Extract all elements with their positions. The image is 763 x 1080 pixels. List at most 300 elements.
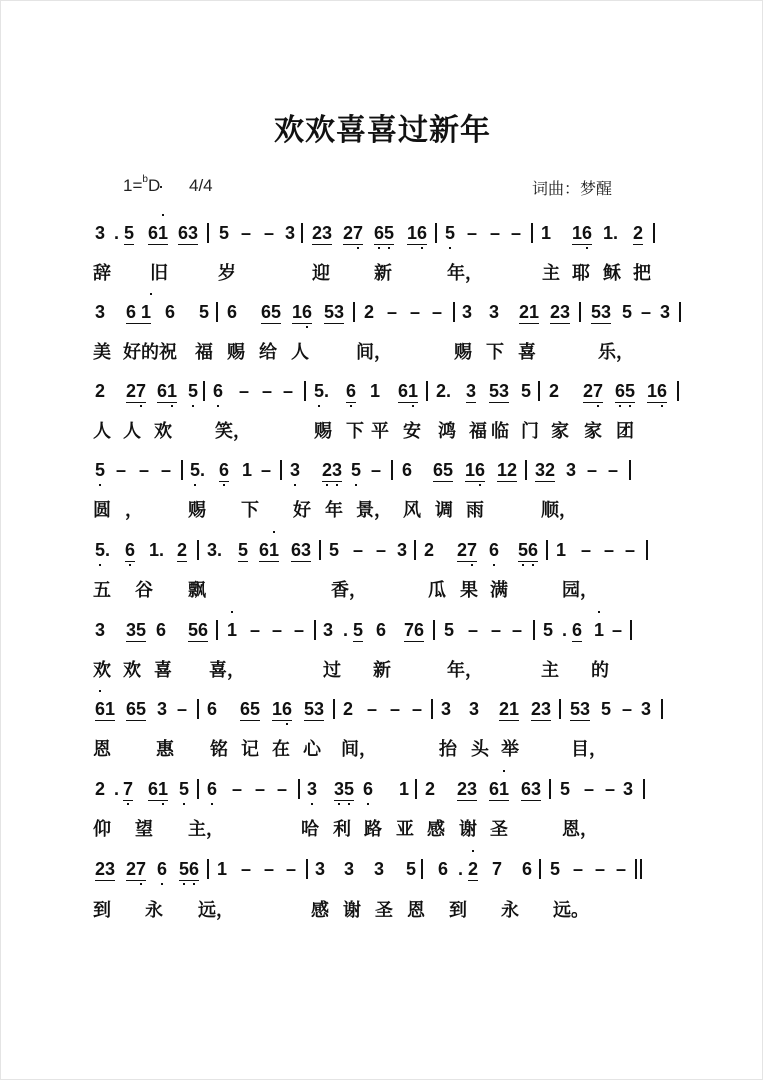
note: 65 (240, 699, 261, 719)
note: 61 (489, 778, 509, 801)
lyric-char: 福 (469, 421, 487, 442)
dash-extension: – (604, 540, 615, 560)
dash-extension: – (286, 859, 297, 879)
lyric-char: 惠 (156, 739, 174, 760)
note: 3 (466, 381, 477, 401)
note: 23 (550, 302, 571, 322)
lyric-char: 主 (542, 263, 560, 284)
high-octave-dot-icon (150, 293, 152, 295)
dash-extension: – (625, 540, 636, 560)
low-octave-dot-icon (140, 405, 142, 407)
dash-extension: – (264, 859, 275, 879)
lyric-char: 头 (471, 739, 489, 760)
note: 61 (259, 539, 279, 562)
lyric-char: 的 (591, 660, 609, 681)
lyric-char: 欢 (93, 660, 111, 681)
low-octave-dot-icon (286, 723, 288, 725)
note: 3 (566, 460, 577, 480)
note: 23 (457, 779, 478, 799)
note: 21 (519, 302, 540, 322)
dash-extension: – (232, 779, 243, 799)
note: 56 (179, 858, 199, 881)
key-note: D (147, 176, 161, 195)
lyric-line (1, 900, 763, 926)
lyric-char: 家 (551, 421, 569, 442)
note: 3 (307, 778, 317, 800)
lyric-char: 好的祝 (123, 342, 177, 363)
lyric-char: 临 (491, 421, 509, 442)
low-octave-dot-icon (412, 405, 414, 407)
note: 5 (351, 459, 361, 481)
note: 3 (323, 620, 334, 640)
barline (203, 381, 205, 401)
note: 3 (489, 302, 500, 322)
lyric-char: 景， (356, 500, 392, 521)
barline (539, 859, 541, 879)
note: 56 (188, 620, 209, 640)
barline (197, 699, 199, 719)
note: 5 (238, 540, 249, 560)
credit: 词曲：梦醒 (532, 179, 613, 198)
lyric-char: 飘 (188, 580, 206, 601)
lyric-char: 家 (584, 421, 602, 442)
note: 3 (95, 223, 106, 243)
dash-extension: – (605, 779, 616, 799)
note: 1 (227, 619, 237, 641)
note: 27 (126, 380, 146, 403)
lyric-char: 风 (403, 500, 421, 521)
key-signature (123, 176, 160, 196)
lyric-char: 远。 (553, 900, 589, 921)
low-octave-dot-icon (367, 803, 369, 805)
note: 61 (398, 380, 418, 403)
lyric-char: 乐， (598, 342, 634, 363)
low-octave-dot-icon (194, 484, 196, 486)
notation-line (1, 459, 763, 499)
note: 3 (315, 859, 326, 879)
note: 53 (324, 302, 345, 322)
note: 5. (190, 459, 205, 481)
note: . (458, 859, 464, 879)
note: . (114, 779, 120, 799)
note: 76 (404, 620, 425, 640)
barline (559, 699, 561, 719)
low-octave-dot-icon (493, 564, 495, 566)
note: 53 (489, 381, 510, 401)
note: 5 (199, 302, 210, 322)
note: 53 (570, 699, 591, 719)
barline (629, 460, 631, 480)
note: 16 (292, 301, 312, 324)
dash-extension: – (511, 223, 522, 243)
barline (538, 381, 540, 401)
note: 3 (285, 223, 296, 243)
note: 27 (457, 539, 477, 562)
note: 16 (272, 698, 292, 721)
high-octave-dot-icon (273, 531, 275, 533)
dash-extension: – (641, 302, 652, 322)
note: 2. (436, 381, 452, 401)
note: 5 (179, 778, 189, 800)
barline (546, 540, 548, 560)
note: 3 (462, 302, 473, 322)
note: 6 (125, 539, 135, 562)
lyric-line (1, 421, 763, 447)
note: 1 (556, 540, 567, 560)
note: 6 (438, 859, 449, 879)
note: 23 (531, 699, 552, 719)
lyric-char: 过 (323, 660, 341, 681)
note: 5 (550, 859, 561, 879)
note: 2 (425, 779, 436, 799)
lyric-line (1, 819, 763, 845)
lyric-char: 果 (460, 580, 478, 601)
dash-extension: – (261, 460, 272, 480)
note: 3. (207, 540, 223, 560)
dash-extension: – (294, 620, 305, 640)
dash-extension: – (353, 540, 364, 560)
barline (304, 381, 306, 401)
dash-extension: – (250, 620, 261, 640)
note: 27 (583, 380, 603, 403)
barline (579, 302, 581, 322)
notation-line (1, 301, 763, 341)
low-octave-dot-icon (183, 883, 185, 885)
lyric-char: 主， (188, 819, 224, 840)
note: 1 (242, 460, 253, 480)
lyric-char: 赐 (188, 500, 206, 521)
dash-extension: – (241, 223, 252, 243)
barline (525, 460, 527, 480)
lyric-char: 恩 (93, 739, 111, 760)
high-octave-dot-icon (598, 611, 600, 613)
lyric-char: 路 (364, 819, 382, 840)
note: 7 (123, 778, 133, 801)
low-octave-dot-icon (171, 405, 173, 407)
dash-extension: – (116, 460, 127, 480)
dash-extension: – (177, 699, 188, 719)
lyric-line (1, 342, 763, 368)
lyric-char: 新 (373, 660, 391, 681)
barline (197, 779, 199, 799)
lyric-char: 美 (93, 342, 111, 363)
key-prefix: 1= (123, 176, 143, 195)
lyric-char: 平 (371, 421, 389, 442)
lyric-char: 永 (145, 900, 163, 921)
note: 5 (622, 302, 633, 322)
barline (301, 223, 303, 243)
barline (319, 540, 321, 560)
lyric-char: 铭 (210, 739, 228, 760)
note: . (562, 620, 568, 640)
low-octave-dot-icon (378, 247, 380, 249)
note: 32 (535, 460, 556, 480)
note: 56 (518, 539, 538, 562)
dash-extension: – (255, 779, 266, 799)
lyric-char: 下 (486, 342, 504, 363)
dash-extension: – (367, 699, 378, 719)
low-octave-dot-icon (161, 883, 163, 885)
barline (661, 699, 663, 719)
lyric-char: 欢 (154, 421, 172, 442)
dash-extension: – (161, 460, 172, 480)
lyric-char: 笑， (215, 421, 251, 442)
low-octave-dot-icon (306, 326, 308, 328)
barline (431, 699, 433, 719)
note: 65 (615, 380, 635, 403)
low-octave-dot-icon (129, 564, 131, 566)
low-octave-dot-icon (192, 405, 194, 407)
low-octave-dot-icon (99, 484, 101, 486)
note: 5 (560, 779, 571, 799)
low-octave-dot-icon (421, 247, 423, 249)
note: 2 (633, 223, 644, 243)
note: 23 (322, 459, 342, 482)
note: 6 1 (126, 301, 151, 324)
dash-extension: – (139, 460, 150, 480)
lyric-char: 下 (241, 500, 259, 521)
notation-line (1, 858, 763, 898)
low-octave-dot-icon (127, 803, 129, 805)
barline (298, 779, 300, 799)
low-octave-dot-icon (532, 564, 534, 566)
dash-extension: – (277, 779, 288, 799)
low-octave-dot-icon (311, 803, 313, 805)
high-octave-dot-icon (99, 690, 101, 692)
dash-extension: – (371, 460, 382, 480)
note: 5 (444, 620, 455, 640)
note: 16 (572, 222, 592, 245)
lyric-char: 园， (562, 580, 598, 601)
lyric-char: 稣 (603, 263, 621, 284)
dot-icon (160, 186, 162, 188)
lyric-char: 岁 (218, 263, 236, 284)
notation-line (1, 619, 763, 659)
lyric-char: 谢 (343, 900, 361, 921)
barline (306, 859, 308, 879)
dash-extension: – (608, 460, 619, 480)
low-octave-dot-icon (348, 803, 350, 805)
note: 3 (441, 699, 452, 719)
dash-extension: – (283, 381, 294, 401)
low-octave-dot-icon (355, 484, 357, 486)
note: 5 (188, 380, 198, 402)
lyric-char: 谷 (135, 580, 153, 601)
note: 6 (156, 620, 167, 640)
note: 61 (148, 222, 168, 245)
note: 5 (124, 223, 135, 243)
dash-extension: – (587, 460, 598, 480)
low-octave-dot-icon (522, 564, 524, 566)
lyric-char: 福 (195, 342, 213, 363)
barline (314, 620, 316, 640)
low-octave-dot-icon (661, 405, 663, 407)
note: 6 (489, 539, 499, 561)
barline (391, 460, 393, 480)
barline (414, 540, 416, 560)
lyric-char: 下 (346, 421, 364, 442)
low-octave-dot-icon (471, 564, 473, 566)
note: 6 (207, 778, 217, 800)
notation-line (1, 698, 763, 738)
note: 1. (149, 540, 165, 560)
lyric-char: 给 (259, 342, 277, 363)
lyric-char: 安 (403, 421, 421, 442)
note: 16 (465, 459, 485, 482)
low-octave-dot-icon (140, 883, 142, 885)
lyric-char: 举 (501, 739, 519, 760)
note: 2 (95, 381, 106, 401)
barline (549, 779, 551, 799)
lyric-line (1, 500, 763, 526)
lyric-char: 哈 (301, 819, 319, 840)
lyric-char: ， (125, 500, 143, 521)
dash-extension: – (584, 779, 595, 799)
note: 1 (594, 619, 604, 641)
dash-extension: – (490, 223, 501, 243)
lyric-char: 顺， (541, 500, 577, 521)
note: 6 (376, 620, 387, 640)
lyric-char: 圣 (490, 819, 508, 840)
lyric-char: 亚 (396, 819, 414, 840)
lyric-char: 间， (341, 739, 377, 760)
note: 6 (207, 699, 218, 719)
note: 27 (343, 222, 363, 245)
note: 1. (603, 223, 619, 243)
barline (216, 302, 218, 322)
barline (643, 779, 645, 799)
lyric-char: 永 (501, 900, 519, 921)
low-octave-dot-icon (294, 484, 296, 486)
note: 6 (219, 459, 229, 482)
lyric-char: 赐 (314, 421, 332, 442)
note: 2 (177, 540, 188, 560)
dash-extension: – (573, 859, 584, 879)
note: 65 (374, 222, 394, 245)
barline (679, 302, 681, 322)
lyric-char: 门 (521, 421, 539, 442)
barline (435, 223, 437, 243)
note: 1 (217, 859, 228, 879)
barline (533, 620, 535, 640)
lyric-char: 到 (449, 900, 467, 921)
note: 3 (641, 699, 652, 719)
barline (415, 779, 417, 799)
low-octave-dot-icon (388, 247, 390, 249)
low-octave-dot-icon (586, 247, 588, 249)
note: 7 (492, 859, 503, 879)
note: 3 (397, 540, 408, 560)
note: 65 (261, 302, 282, 322)
note: 1 (541, 223, 552, 243)
notation-line (1, 222, 763, 262)
note: 3 (469, 699, 480, 719)
note: 6 (213, 380, 223, 402)
dash-extension: – (491, 620, 502, 640)
lyric-char: 记 (241, 739, 259, 760)
lyric-char: 迎 (312, 263, 330, 284)
lyric-char: 五 (93, 580, 111, 601)
lyric-char: 人 (123, 421, 141, 442)
high-octave-dot-icon (472, 850, 474, 852)
note: 27 (126, 858, 146, 881)
note: 35 (334, 778, 354, 801)
dash-extension: – (512, 620, 523, 640)
lyric-char: 团 (616, 421, 634, 442)
note: 53 (591, 302, 612, 322)
note: 1 (370, 381, 381, 401)
note: 2 (424, 540, 435, 560)
barline (531, 223, 533, 243)
note: 5 (95, 459, 105, 481)
dash-extension: – (616, 859, 627, 879)
notation-line (1, 539, 763, 579)
dash-extension: – (412, 699, 423, 719)
note: 2 (95, 779, 106, 799)
dash-extension: – (612, 620, 623, 640)
lyric-char: 心 (303, 739, 321, 760)
barline (646, 540, 648, 560)
lyric-line (1, 660, 763, 686)
low-octave-dot-icon (629, 405, 631, 407)
lyric-char: 到 (93, 900, 111, 921)
lyric-char: 年 (325, 500, 343, 521)
lyric-char: 喜 (154, 660, 172, 681)
low-octave-dot-icon (449, 247, 451, 249)
lyric-char: 赐 (227, 342, 245, 363)
note: 12 (497, 460, 518, 480)
note: 5 (543, 620, 554, 640)
barline (653, 223, 655, 243)
note: 2 (468, 858, 478, 881)
note: 5. (314, 380, 329, 402)
barline (280, 460, 282, 480)
high-octave-dot-icon (162, 214, 164, 216)
lyric-char: 喜 (518, 342, 536, 363)
barline (333, 699, 335, 719)
note: 6 (522, 859, 533, 879)
low-octave-dot-icon (223, 484, 225, 486)
dash-extension: – (376, 540, 387, 560)
lyric-char: 远， (198, 900, 234, 921)
note: 5 (219, 223, 230, 243)
note: 3 (95, 620, 106, 640)
time-signature: 4/4 (189, 176, 213, 195)
lyric-char: 喜， (209, 660, 245, 681)
barline (630, 620, 632, 640)
dash-extension: – (262, 381, 273, 401)
barline (207, 859, 209, 879)
high-octave-dot-icon (503, 770, 505, 772)
note: 16 (407, 222, 427, 245)
lyric-char: 年， (447, 660, 483, 681)
dash-extension: – (387, 302, 398, 322)
dash-extension: – (595, 859, 606, 879)
lyric-line (1, 739, 763, 765)
barline (353, 302, 355, 322)
note: 5. (95, 539, 110, 561)
note: 6 (363, 778, 373, 800)
dash-extension: – (239, 381, 250, 401)
low-octave-dot-icon (193, 883, 195, 885)
lyric-char: 恩， (562, 819, 598, 840)
low-octave-dot-icon (211, 803, 213, 805)
lyric-line (1, 263, 763, 289)
note: . (343, 620, 349, 640)
note: 5 (329, 540, 340, 560)
dash-extension: – (390, 699, 401, 719)
low-octave-dot-icon (217, 405, 219, 407)
